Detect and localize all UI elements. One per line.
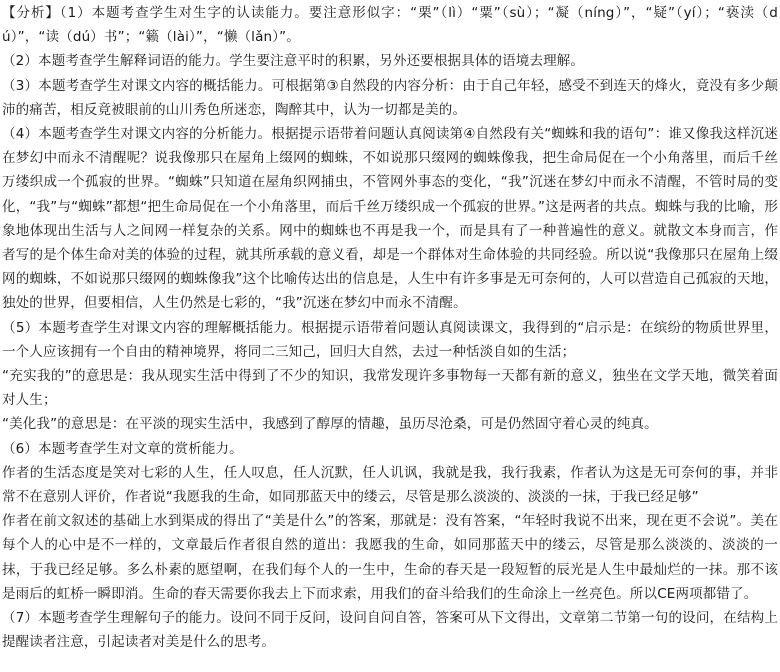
analysis-part-2-word-meaning: （2）本题考查学生解释词语的能力。学生要注意平时的积累，另外还要根据具体的语境去理解。: [2, 53, 585, 70]
analysis-part-1-character-reading: 【分析】（1）本题考查学生对生字的认读能力。要注意形似字：“栗”（lì）“粟”（sù）；“凝（níng）”，“疑”（yí）；“亵渎（dú）”，“读（dú）书”；“籁（lài）”，“懒（lǎn）”。: [2, 5, 778, 46]
analysis-part-5-enrich-me: “充实我的”的意思是：我从现实生活中得到了不少的知识，我常发现许多事物每一天都有新的意义，独坐在文学天地，微笑着面对人生；: [2, 368, 778, 409]
analysis-document: [2, 1, 778, 654]
analysis-part-5-beautify-me: “美化我”的意思是：在平淡的现实生活中，我感到了醇厚的情趣，虽历尽沧桑，可是仍然固守着心灵的纯真。: [2, 416, 658, 433]
analysis-part-6-attitude: 作者的生活态度是笑对七彩的人生，任人叹息，任人沉默，任人讥讽，我就是我，我行我素，作者认为这是无可奈何的事，并非常不在意别人评价，作者说“我愿我的生命，如同那蓝天中的缕云，尽管是那么淡淡的、淡淡的一抹，于我已经足够”: [2, 464, 778, 506]
analysis-part-3-summary: （3）本题考查学生对课文内容的概括能力。可根据第③自然段的内容分析：由于自己年轻，感受不到连天的烽火，竟没有多少颠沛的痛苦，相反竟被眼前的山川秀色所迷恋，陶醉其中，认为一切都是美的。: [2, 77, 778, 118]
analysis-part-5-comprehension: （5）本题考查学生对课文内容的理解概括能力。根据提示语带着问题认真阅读课文，我得到的“启示是：在缤纷的物质世界里，一个人应该拥有一个自由的精神境界，将同二三知己，回归大自然，去过一种恬淡自如的生活；: [2, 319, 778, 360]
analysis-part-7-rhetorical-question: （7）本题考查学生理解句子的能力。设问不同于反问，设问自问自答，答案可从下文得出，文章第二节第一句的设问，在结构上提醒读者注意，引起读者对美是什么的思考。: [2, 610, 778, 651]
analysis-part-4-spider-metaphor: （4）本题考查学生对课文内容的分析能力。根据提示语带着问题认真阅读第④自然段有关“蜘蛛和我的语句”：谁又像我这样沉迷在梦幻中而永不清醒呢？说我像那只在屋角上缀网的蜘蛛，不如说那只缀网的蜘蛛像我，把生命局促在一个小角落里，而后千丝万缕织成一个孤寂的世界。“蜘蛛”只知道在屋角织网捕虫，不管网外事态的变化，“我”沉迷在梦幻中而永不清醒，不管时局的变化，“我”与“蜘蛛”都想“把生命局促在一个小角落里，而后千丝万缕织成一个孤寂的世界。”这是两者的共点。蜘蛛与我的比喻，形象地体现出生活与人之间网一样复杂的关系。网中的蜘蛛也不再是我一个，而是具有了一种普遍性的意义。就散文本身而言，作者写的是个体生命对美的体验的过程，就其所承载的意义看，却是一个群体对生命体验的共同经验。所以说“我像那只在屋角上缀网的蜘蛛，不如说那只缀网的蜘蛛像我”这个比喻传达出的信息是，人生中有许多事是无可奈何的，人可以营造自己孤寂的天地，独处的世界，但要相信，人生仍然是七彩的，“我”沉迷在梦幻中而永不清醒。: [2, 126, 778, 312]
analysis-part-6-heading: （6）本题考查学生对文章的赏析能力。: [2, 440, 243, 457]
analysis-part-6-what-is-beauty: 作者在前文叙述的基础上水到渠成的得出了“美是什么”的答案，那就是：没有答案，“年轻时我说不出来，现在更不会说”。美在每个人的心中是不一样的，文章最后作者很自然的道出：我愿我的生命，如同那蓝天中的缕云，尽管是那么淡淡的、淡淡的一抹，于我已经足够。多么朴素的愿望啊，在我们每个人的一生中，生命的春天是一段短暂的辰光是人生中最灿烂的一抹。那不该是雨后的虹桥一瞬即消。生命的春天需要你我去上下而求索，用我们的奋斗给我们的生命涂上一丝亮色。所以CE两项都错了。: [2, 513, 778, 602]
